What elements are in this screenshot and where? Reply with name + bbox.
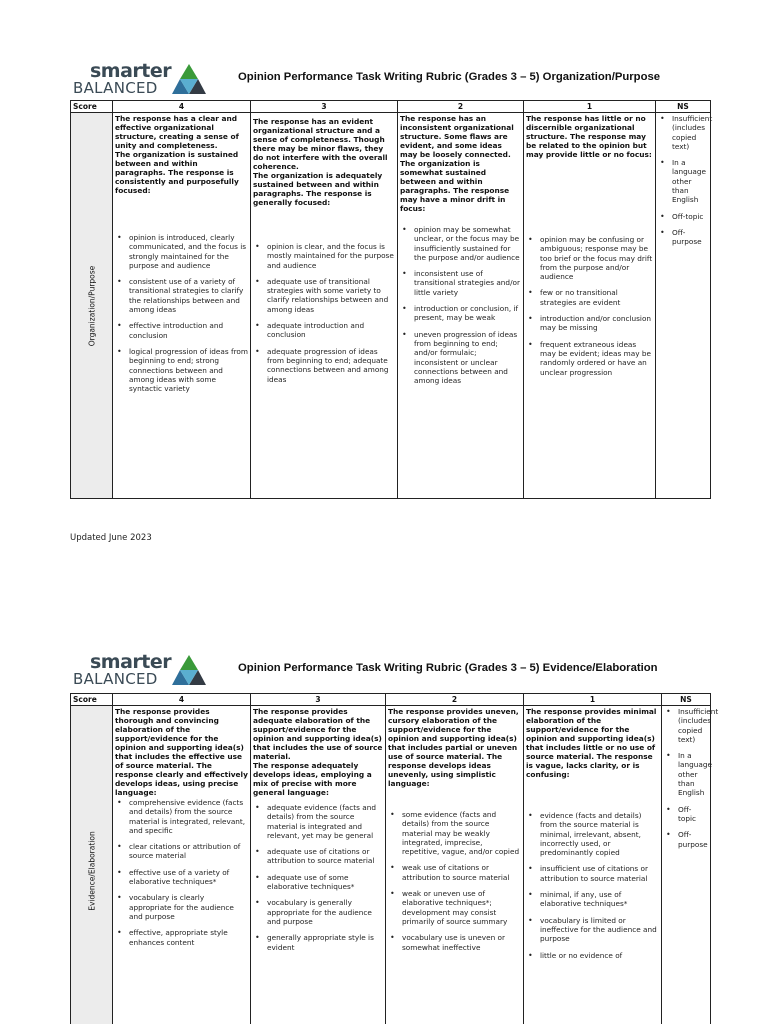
rubric-header bbox=[70, 60, 710, 102]
rubric-title: Opinion Performance Task Writing Rubric (Grades 3 – 5) Evidence/Elaboration bbox=[238, 662, 658, 674]
criteria-item: • minimal, if any, use of elaborative techniques* bbox=[526, 890, 659, 909]
score-2-criteria-list bbox=[400, 225, 521, 385]
rubric-row bbox=[71, 706, 711, 1024]
ns-item: • In a language other than English bbox=[664, 751, 708, 797]
ns-item: • Off-purpose bbox=[658, 228, 708, 247]
criteria-item: • effective use of a variety of elaborative techniques* bbox=[115, 868, 248, 887]
ns-item: • In a language other than English bbox=[658, 158, 708, 204]
criteria-item: • introduction and/or conclusion may be missing bbox=[526, 314, 653, 333]
criteria-item: • generally appropriate style is evident bbox=[253, 933, 383, 952]
criteria-item: • comprehensive evidence (facts and details) from the source material is integrated, relevant, and specific bbox=[115, 798, 248, 835]
score-1-header: 1 bbox=[524, 694, 662, 706]
category-side-cell bbox=[71, 706, 113, 1024]
criteria-item: • clear citations or attribution of source material bbox=[115, 842, 248, 861]
rubric-header-row bbox=[71, 101, 711, 113]
rubric-header-row bbox=[71, 694, 711, 706]
criteria-item: • adequate use of citations or attribution to source material bbox=[253, 847, 383, 866]
score-3-description: The response has an evident organizational structure and a sense of completeness. Though there may be minor flaws, they do not interfere with the overall coherence. The organization is adequately sustained between and within paragraphs. The response is generally focused: bbox=[253, 117, 388, 207]
score-4-description: The response provides thorough and convincing elaboration of the support/evidence for the opinion and supporting idea(s) that includes the effective use of source material. The response clearly and effectively develops ideas, using precise language: bbox=[115, 707, 248, 797]
smarter-balanced-logo bbox=[70, 651, 210, 691]
score-2-description: The response provides uneven, cursory elaboration of the support/evidence for the opinion and supporting idea(s) that includes partial or uneven use of source material. The response develops ideas unevenly, using simplistic language: bbox=[388, 707, 519, 788]
criteria-item: • vocabulary is generally appropriate for the audience and purpose bbox=[253, 898, 383, 926]
smarter-balanced-logo bbox=[70, 60, 210, 100]
criteria-item: • insufficient use of citations or attribution to source material bbox=[526, 864, 659, 883]
logo-text-smarter: smarter bbox=[90, 651, 172, 673]
logo-text-smarter: smarter bbox=[90, 60, 172, 82]
category-side-cell bbox=[71, 113, 113, 499]
criteria-item: • some evidence (facts and details) from the source material may be weakly integrated, imprecise, repetitive, vague, and/or copied bbox=[388, 810, 521, 856]
criteria-item: • adequate evidence (facts and details) from the source material is integrated and relevant, yet may be general bbox=[253, 803, 383, 840]
score-column-header: Score bbox=[71, 101, 113, 113]
score-2-header: 2 bbox=[398, 101, 524, 113]
criteria-item: • vocabulary is limited or ineffective for the audience and purpose bbox=[526, 916, 659, 944]
criteria-item: • opinion may be somewhat unclear, or the focus may be insufficiently sustained for the purpose and/or audience bbox=[400, 225, 521, 262]
criteria-item: • inconsistent use of transitional strategies and/or little variety bbox=[400, 269, 521, 297]
criteria-item: • adequate use of some elaborative techniques* bbox=[253, 873, 383, 892]
criteria-item: • vocabulary is clearly appropriate for the audience and purpose bbox=[115, 893, 248, 921]
criteria-item: • logical progression of ideas from beginning to end; strong connections between and among ideas with some syntactic variety bbox=[115, 347, 248, 393]
score-4-criteria-list bbox=[115, 798, 248, 947]
score-4-cell bbox=[113, 706, 251, 1024]
ns-cell bbox=[656, 113, 711, 499]
score-1-description: The response has little or no discernible organizational structure. The response may be related to the opinion but may provide little or no focus: bbox=[526, 114, 652, 159]
score-1-criteria-list bbox=[526, 235, 653, 377]
score-4-header: 4 bbox=[113, 101, 251, 113]
rubric-row bbox=[71, 113, 711, 499]
score-3-header: 3 bbox=[251, 694, 386, 706]
score-3-description: The response provides adequate elaboration of the support/evidence for the opinion and supporting idea(s) that includes the use of source material. The response adequately develops ideas, employing a mix of precise with more general language: bbox=[253, 707, 383, 797]
score-1-header: 1 bbox=[524, 101, 656, 113]
score-3-criteria-list bbox=[253, 242, 395, 384]
criteria-item: • frequent extraneous ideas may be evident; ideas may be randomly ordered or have an unclear progression bbox=[526, 340, 653, 377]
criteria-item: • adequate introduction and conclusion bbox=[253, 321, 395, 340]
rubric-title: Opinion Performance Task Writing Rubric (Grades 3 – 5) Organization/Purpose bbox=[238, 71, 661, 83]
updated-date-note: Updated June 2023 bbox=[70, 533, 152, 543]
rubric-table bbox=[70, 100, 711, 499]
score-3-cell bbox=[251, 706, 386, 1024]
score-2-cell bbox=[398, 113, 524, 499]
score-4-cell bbox=[113, 113, 251, 499]
criteria-item: • opinion is clear, and the focus is mostly maintained for the purpose and audience bbox=[253, 242, 395, 270]
ns-item: • Off-topic bbox=[658, 212, 708, 221]
ns-item: • Off-topic bbox=[664, 805, 708, 824]
criteria-item: • consistent use of a variety of transitional strategies to clarify the relationships between and among ideas bbox=[115, 277, 248, 314]
score-1-cell bbox=[524, 706, 662, 1024]
score-1-criteria-list bbox=[526, 811, 659, 960]
triangle-logo-icon bbox=[172, 63, 206, 95]
ns-criteria-list bbox=[664, 707, 719, 849]
ns-item: • Insufficient (includes copied text) bbox=[664, 707, 708, 744]
ns-item: • Insufficient (includes copied text) bbox=[658, 114, 708, 151]
score-3-header: 3 bbox=[251, 101, 398, 113]
criteria-item: • evidence (facts and details) from the source material is minimal, irrelevant, absent, incorrectly used, or predominantly copied bbox=[526, 811, 659, 857]
score-4-description: The response has a clear and effective organizational structure, creating a sense of unity and completeness. The organization is sustained between and within paragraphs. The response is consistently and purposefully focused: bbox=[115, 114, 239, 195]
criteria-item: • uneven progression of ideas from beginning to end; and/or formulaic; inconsistent or unclear connections between and among ideas bbox=[400, 330, 521, 386]
criteria-item: • few or no transitional strategies are evident bbox=[526, 288, 653, 307]
score-3-criteria-list bbox=[253, 803, 383, 952]
criteria-item: • weak or uneven use of elaborative techniques*; development may consist primarily of source summary bbox=[388, 889, 521, 926]
logo-text-balanced: BALANCED bbox=[73, 670, 158, 688]
ns-header: NS bbox=[662, 694, 711, 706]
rubric-table bbox=[70, 693, 719, 1024]
score-2-description: The response has an inconsistent organizational structure. Some flaws are evident, and some ideas may be loosely connected. The organization is somewhat sustained between and within paragraphs. The response may have a minor drift in focus: bbox=[400, 114, 514, 213]
criteria-item: • opinion is introduced, clearly communicated, and the focus is strongly maintained for the purpose and audience bbox=[115, 233, 248, 270]
score-2-cell bbox=[386, 706, 524, 1024]
category-label: Organization/Purpose bbox=[87, 265, 96, 346]
score-column-header: Score bbox=[71, 694, 113, 706]
ns-cell bbox=[662, 706, 719, 1024]
ns-header: NS bbox=[656, 101, 711, 113]
criteria-item: • effective, appropriate style enhances content bbox=[115, 928, 248, 947]
rubric-header bbox=[70, 651, 710, 693]
score-1-cell bbox=[524, 113, 656, 499]
score-2-header: 2 bbox=[386, 694, 524, 706]
criteria-item: • effective introduction and conclusion bbox=[115, 321, 248, 340]
rubric-page-evidence bbox=[0, 600, 768, 1024]
score-1-description: The response provides minimal elaboration of the support/evidence for the opinion and supporting idea(s) that includes little or no use of source material. The response is vague, lacks clarity, or is confusing: bbox=[526, 707, 657, 779]
logo-text-balanced: BALANCED bbox=[73, 79, 158, 97]
criteria-item: • little or no evidence of bbox=[526, 951, 659, 960]
criteria-item: • opinion may be confusing or ambiguous; response may be too brief or the focus may drift from the purpose and/or audience bbox=[526, 235, 653, 281]
ns-item: • Off-purpose bbox=[664, 830, 708, 849]
score-3-cell bbox=[251, 113, 398, 499]
criteria-item: • weak use of citations or attribution to source material bbox=[388, 863, 521, 882]
criteria-item: • vocabulary use is uneven or somewhat ineffective bbox=[388, 933, 521, 952]
ns-criteria-list bbox=[658, 114, 713, 247]
score-4-criteria-list bbox=[115, 233, 248, 393]
score-4-header: 4 bbox=[113, 694, 251, 706]
criteria-item: • adequate use of transitional strategies with some variety to clarify relationships between and among ideas bbox=[253, 277, 395, 314]
criteria-item: • adequate progression of ideas from beginning to end; adequate connections between and among ideas bbox=[253, 347, 395, 384]
triangle-logo-icon bbox=[172, 654, 206, 686]
category-label: Evidence/Elaboration bbox=[87, 830, 96, 911]
score-2-criteria-list bbox=[388, 810, 521, 952]
criteria-item: • introduction or conclusion, if present, may be weak bbox=[400, 304, 521, 323]
